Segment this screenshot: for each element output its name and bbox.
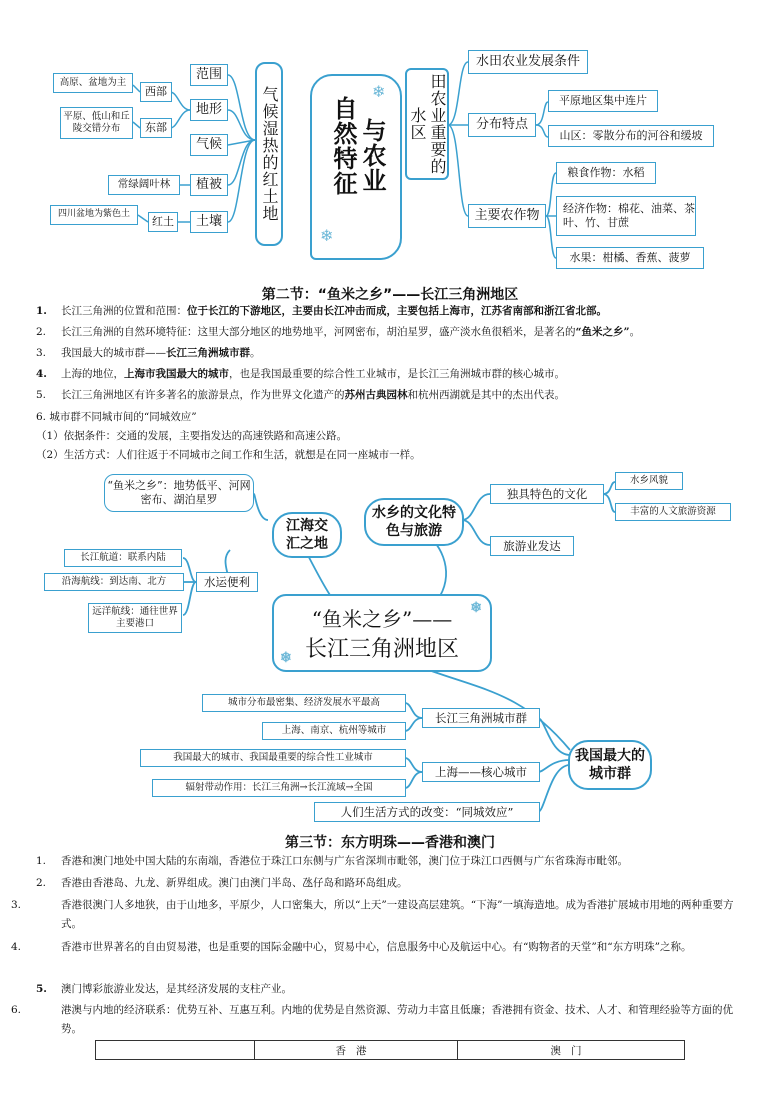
map2-yumi-note: “鱼米之乡”：地势低平、河网密布、湖泊星罗 [104, 474, 254, 512]
map2-tourism: 旅游业发达 [490, 536, 574, 556]
comparison-table [95, 1040, 685, 1060]
map2-shuixiang: 水乡风貌 [615, 472, 683, 490]
map1-west: 西部 [140, 82, 172, 102]
section3-item-3: 3. 香港很澳门人多地狭，由于山地多，平原少，人口密集大，所以“上天”一建设高层建筑。“下海”一填海造地。成为香港扩展城市用地的两种重要方式。 [11, 899, 734, 930]
table-col-macau: 澳门 [550, 1044, 592, 1057]
map1-center [310, 74, 402, 260]
map1-dixing: 地形 [190, 99, 228, 121]
map2-center [272, 594, 492, 672]
map1-east: 东部 [140, 118, 172, 138]
map1-zhibei: 植被 [190, 174, 228, 196]
map2-life: 人们生活方式的改变：“同城效应” [314, 802, 540, 822]
map2-culture: 水乡的文化特色与旅游 [364, 498, 464, 546]
map2-center-line2: 长江三角洲地区 [304, 637, 459, 662]
section3-item-1: 1. 香港和澳门地处中国大陆的东南端，香港位于珠江口东侧与广东省深圳市毗邻，澳门位于珠江口西侧与广东省珠海市毗邻。 [36, 855, 628, 867]
map1-qihou: 气候 [190, 134, 228, 156]
section2-item-2: 2. 长江三角洲的自然环境特征：这里大部分地区的地势地平，河网密布，胡泊星罗，盛产淡水鱼很稻米，是著名的“鱼米之乡”。 [36, 326, 641, 338]
section2-item-3: 3. 我国最大的城市群——长江三角洲城市群。 [36, 347, 261, 359]
map2-dense: 城市分布最密集、经济发展水平最高 [202, 694, 406, 712]
map1-dist-mountain: 山区：零散分布的河谷和缓坡 [548, 125, 714, 147]
map1-main-crops: 主要农作物 [468, 204, 546, 228]
snowflake-icon: ❄ [372, 82, 386, 101]
section3-item-4: 4. 香港市世界著名的自由贸易港，也是重要的国际金融中心，贸易中心，信息服务中心及航运中心。有“购物者的天堂”和“东方明珠”之称。 [11, 941, 692, 953]
map2-sh-note2: 辐射带动作用：长江三角洲→长江流域→全国 [152, 779, 406, 797]
snowflake-icon: ❄ [320, 226, 334, 245]
section2-item-6b: （2）生活方式：人们往返于不同城市之间工作和生活，就想是在同一座城市一样。 [36, 449, 421, 461]
map1-red-soil: 红土 [148, 212, 178, 232]
map1-dist-plain: 平原地区集中连片 [548, 90, 658, 112]
section3-item-2: 2. 香港由香港岛、九龙、新界组成。澳门由澳门半岛、氹仔岛和路环岛组成。 [36, 877, 408, 889]
map1-fanwei: 范围 [190, 64, 228, 86]
map2-shanghai: 上海——核心城市 [422, 762, 540, 782]
snowflake-icon: ❄ [280, 650, 292, 666]
map1-right-title: 田农业重要的水区 [405, 68, 449, 180]
section2-item-1: 1. 长江三角洲的位置和范围：位于长江的下游地区，主要由长江冲击而成，主要包括上海市，江苏省南部和浙江省北部。 [36, 305, 607, 317]
map1-vegetation-note: 常绿阔叶林 [108, 175, 180, 195]
map2-jianghai: 江海交汇之地 [272, 512, 342, 558]
map1-soil-note: 四川盆地为紫色土 [50, 205, 138, 225]
section2-item-5: 5. 长江三角洲地区有许多著名的旅游景点，作为世界文化遗产的苏州古典园林和杭州西湖就是其中的杰出代表。 [36, 389, 565, 401]
map1-crop-cash: 经济作物：棉花、油菜、茶叶、竹、甘蔗 [556, 196, 696, 236]
map1-turang: 土壤 [190, 211, 228, 233]
map2-city-group: 我国最大的城市群 [568, 740, 652, 790]
map1-paddy-conditions: 水田农业发展条件 [468, 50, 588, 74]
map2-yuanyang: 远洋航线：通往世界主要港口 [88, 603, 182, 633]
map1-distribution: 分布特点 [468, 113, 536, 137]
map1-crop-grain: 粮食作物：水稻 [556, 162, 656, 184]
map2-sh-note1: 我国最大的城市、我国最重要的综合性工业城市 [140, 749, 406, 767]
section2-item-6a: （1）依据条件：交通的发展，主要指发达的高速铁路和高速公路。 [36, 430, 348, 442]
section3-item-6: 6. 港澳与内地的经济联系：优势互补、互惠互利。内地的优势是自然资源、劳动力丰富且低廉；香港拥有资金、技术、人才、和管理经验等方面的优势。 [11, 1004, 733, 1035]
section2-title: 第二节：“鱼米之乡”——长江三角洲地区 [261, 287, 519, 303]
map2-center-line1: “鱼米之乡”—— [311, 607, 453, 631]
section2-item-4: 4. 上海的地位，上海市我国最大的城市，也是我国最重要的综合性工业城市，是长江三角洲城市群的核心城市。 [36, 368, 565, 380]
map2-csj-group: 长江三角洲城市群 [422, 708, 540, 728]
snowflake-icon: ❄ [470, 600, 482, 616]
section2-item-6: 6. 城市群不同城市间的“同城效应” [36, 411, 197, 423]
table-col-blank [96, 1041, 255, 1059]
section3-title: 第三节：东方明珠——香港和澳门 [285, 835, 495, 851]
map2-changjiang: 长江航道：联系内陆 [64, 549, 182, 567]
map2-yanhai: 沿海航线：到达南、北方 [44, 573, 184, 591]
map2-shuiyun: 水运便利 [196, 572, 258, 592]
map1-left-title: 气候湿热的红土地 [255, 62, 283, 246]
map1-east-note: 平原、低山和丘陵交错分布 [60, 107, 133, 139]
map1-crop-fruit: 水果：柑橘、香蕉、菠萝 [556, 247, 704, 269]
map1-center-line2: 自然特征 [329, 96, 358, 196]
section3-item-5: 5. 澳门博彩旅游业发达，是其经济发展的支柱产业。 [36, 983, 292, 995]
map1-west-note: 高原、盆地为主 [53, 73, 133, 93]
map2-renwen: 丰富的人文旅游资源 [615, 503, 731, 521]
map1-center-line1: 与农业 [358, 118, 387, 193]
map2-unique: 独具特色的文化 [490, 484, 604, 504]
map2-cities: 上海、南京、杭州等城市 [262, 722, 406, 740]
table-col-hongkong: 香港 [255, 1041, 458, 1059]
